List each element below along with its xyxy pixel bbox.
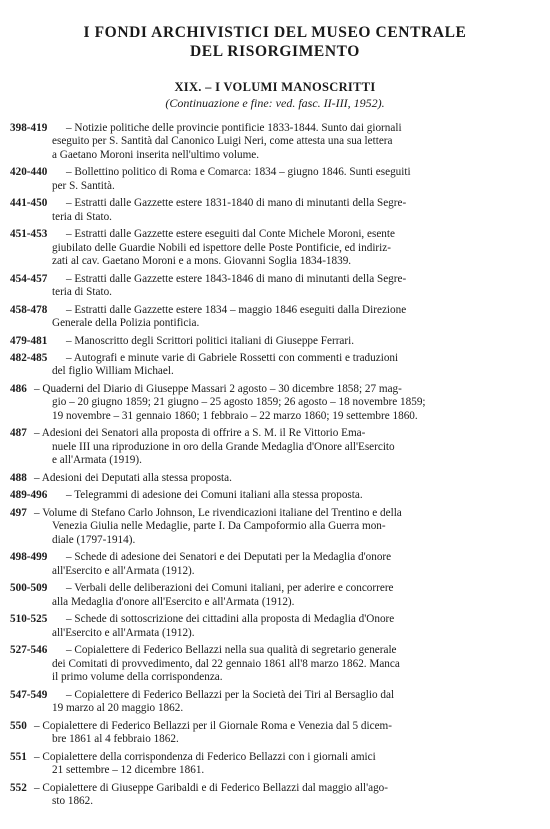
entry-line: – Estratti dalle Gazzette estere 1834 – maggio 1846 eseguiti dalla Direzione bbox=[66, 303, 407, 316]
entry-line: diale (1797-1914). bbox=[52, 533, 136, 546]
entry-line: per S. Santità. bbox=[52, 179, 115, 192]
entry-description bbox=[10, 782, 540, 809]
entry-description bbox=[10, 228, 540, 268]
entry-number: 551 bbox=[10, 750, 27, 763]
entry-description bbox=[10, 644, 540, 684]
entry-number: 482-485 bbox=[10, 352, 48, 365]
document-title-line-2: DEL RISORGIMENTO bbox=[190, 43, 360, 60]
entry-line: – Verbali delle deliberazioni dei Comuni italiani, per aderire e concorrere bbox=[66, 582, 394, 595]
entry-number: 489-496 bbox=[10, 489, 48, 502]
entry-number: 486 bbox=[10, 383, 27, 396]
list-item bbox=[10, 304, 540, 331]
section-subtitle: (Continuazione e fine: ved. fasc. II-III, 1952). bbox=[165, 96, 385, 110]
list-item bbox=[10, 122, 540, 162]
entry-line: gio – 20 giugno 1859; 21 giugno – 25 agosto 1859; 26 agosto – 18 novembre 1859; bbox=[52, 396, 426, 409]
entry-number: 458-478 bbox=[10, 303, 48, 316]
entry-line: eseguito per S. Santità dal Canonico Luigi Neri, come attesta una sua lettera bbox=[52, 135, 393, 148]
entry-number: 500-509 bbox=[10, 582, 48, 595]
entry-line: e all'Armata (1919). bbox=[52, 454, 142, 467]
entry-number: 527-546 bbox=[10, 644, 48, 657]
list-item bbox=[10, 613, 540, 640]
entry-line: – Adesioni dei Senatori alla proposta di offrire a S. M. il Re Vittorio Ema- bbox=[34, 427, 366, 440]
entry-description bbox=[10, 383, 540, 423]
list-item bbox=[10, 507, 540, 547]
entry-line: – Bollettino politico di Roma e Comarca: 1834 – giugno 1846. Sunti eseguiti bbox=[66, 166, 411, 179]
entry-line: zati al cav. Gaetano Moroni e a mons. Giovanni Soglia 1834-1839. bbox=[52, 254, 352, 267]
entry-line: 19 marzo al 20 maggio 1862. bbox=[52, 701, 184, 714]
entry-number: 441-450 bbox=[10, 197, 48, 210]
entry-number: 498-499 bbox=[10, 551, 48, 564]
entry-description bbox=[10, 335, 540, 348]
entry-line: all'Esercito e all'Armata (1912). bbox=[52, 626, 195, 639]
list-item bbox=[10, 383, 540, 423]
list-item bbox=[10, 273, 540, 300]
entry-line: – Schede di adesione dei Senatori e dei Deputati per la Medaglia d'onore bbox=[66, 551, 392, 564]
entry-line: – Telegrammi di adesione dei Comuni italiani alla stessa proposta. bbox=[66, 489, 363, 502]
entry-number: 487 bbox=[10, 427, 27, 440]
entry-description bbox=[10, 352, 540, 379]
entry-line: – Adesioni dei Deputati alla stessa proposta. bbox=[34, 471, 232, 484]
entry-line: a Gaetano Moroni inserita nell'ultimo volume. bbox=[52, 148, 260, 161]
entry-description bbox=[10, 551, 540, 578]
entry-line: giubilato delle Guardie Nobili ed ispettore delle Poste Pontificie, ed indiriz- bbox=[52, 241, 391, 254]
entry-line: – Quaderni del Diario di Giuseppe Massari 2 agosto – 30 dicembre 1858; 27 mag- bbox=[34, 383, 402, 396]
entry-description bbox=[10, 166, 540, 193]
entry-line: – Manoscritto degli Scrittori politici italiani di Giuseppe Ferrari. bbox=[66, 334, 355, 347]
entry-number: 398-419 bbox=[10, 122, 48, 134]
list-item bbox=[10, 782, 540, 809]
entry-number: 550 bbox=[10, 719, 27, 732]
list-item bbox=[10, 197, 540, 224]
entry-description bbox=[10, 507, 540, 547]
entry-description bbox=[10, 613, 540, 640]
entry-line: – Copialettere di Federico Bellazzi per il Giornale Roma e Venezia dal 5 dicem- bbox=[34, 719, 392, 732]
entry-line: – Copialettere di Federico Bellazzi per la Società dei Tiri al Bersaglio dal bbox=[66, 688, 395, 701]
entry-number: 488 bbox=[10, 471, 27, 484]
entry-description bbox=[10, 197, 540, 224]
entry-number: 497 bbox=[10, 507, 27, 520]
entry-line: – Autografi e minute varie di Gabriele Rossetti con commenti e traduzioni bbox=[66, 352, 399, 365]
list-item bbox=[10, 335, 540, 348]
list-item bbox=[10, 472, 540, 485]
list-item bbox=[10, 582, 540, 609]
entry-description bbox=[10, 689, 540, 716]
entry-description bbox=[10, 751, 540, 778]
entry-description bbox=[10, 720, 540, 747]
list-item bbox=[10, 751, 540, 778]
entry-line: all'Esercito e all'Armata (1912). bbox=[52, 564, 195, 577]
entry-line: Venezia Giulia nelle Medaglie, parte I. Da Campoformio alla Guerra mon- bbox=[52, 520, 386, 533]
entry-line: dei Comitati di provvedimento, dal 22 gennaio 1861 all'8 marzo 1862. Manca bbox=[52, 657, 400, 670]
entry-line: – Estratti dalle Gazzette estere 1831-1840 di mano di minutanti della Segre- bbox=[66, 197, 407, 210]
entry-line: – Copialettere di Federico Bellazzi nella sua qualità di segretario generale bbox=[66, 644, 397, 657]
entry-line: sto 1862. bbox=[52, 794, 94, 807]
entry-line: – Volume di Stefano Carlo Johnson, Le rivendicazioni italiane del Trentino e della bbox=[34, 507, 402, 520]
list-item bbox=[10, 689, 540, 716]
entry-description bbox=[10, 489, 540, 502]
entry-line: nuele III una riproduzione in oro della Grande Medaglia d'Onore all'Esercito bbox=[52, 440, 395, 453]
entry-number: 451-453 bbox=[10, 228, 48, 241]
entry-line: alla Medaglia d'onore all'Esercito e all'Armata (1912). bbox=[52, 595, 295, 608]
list-item bbox=[10, 644, 540, 684]
list-item bbox=[10, 228, 540, 268]
list-item bbox=[10, 489, 540, 502]
list-item bbox=[10, 352, 540, 379]
entry-line: – Notizie politiche delle provincie pontificie 1833-1844. Sunto dai giornali bbox=[66, 122, 402, 134]
entry-line: – Schede di sottoscrizione dei cittadini alla proposta di Medaglia d'Onore bbox=[66, 613, 395, 626]
entry-description bbox=[10, 122, 540, 162]
entry-line: teria di Stato. bbox=[52, 285, 112, 298]
entry-number: 479-481 bbox=[10, 334, 48, 347]
entry-line: teria di Stato. bbox=[52, 210, 112, 223]
list-item bbox=[10, 166, 540, 193]
list-item bbox=[10, 720, 540, 747]
list-item bbox=[10, 427, 540, 467]
entry-list bbox=[10, 122, 540, 813]
entry-number: 547-549 bbox=[10, 688, 48, 701]
entry-line: del figlio William Michael. bbox=[52, 365, 174, 378]
entry-line: il primo volume della corrispondenza. bbox=[52, 670, 223, 683]
entry-number: 510-525 bbox=[10, 613, 48, 626]
entry-line: 19 novembre – 31 gennaio 1860; 1 febbraio – 22 marzo 1860; 19 settembre 1860. bbox=[52, 409, 418, 422]
entry-line: Generale della Polizia pontificia. bbox=[52, 316, 200, 329]
section-title: XIX. – I VOLUMI MANOSCRITTI bbox=[174, 80, 376, 94]
entry-description bbox=[10, 582, 540, 609]
entry-description bbox=[10, 273, 540, 300]
entry-number: 552 bbox=[10, 781, 27, 794]
entry-line: – Estratti dalle Gazzette estere 1843-1846 di mano di minutanti della Segre- bbox=[66, 272, 407, 285]
entry-description bbox=[10, 472, 540, 485]
entry-number: 420-440 bbox=[10, 166, 48, 179]
entry-line: bre 1861 al 4 febbraio 1862. bbox=[52, 732, 179, 745]
document-title-line-1: I FONDI ARCHIVISTICI DEL MUSEO CENTRALE bbox=[83, 24, 467, 41]
entry-description bbox=[10, 427, 540, 467]
entry-number: 454-457 bbox=[10, 272, 48, 285]
entry-line: 21 settembre – 12 dicembre 1861. bbox=[52, 763, 205, 776]
entry-line: – Copialettere della corrispondenza di Federico Bellazzi con i giornali amici bbox=[34, 750, 376, 763]
entry-line: – Copialettere di Giuseppe Garibaldi e di Federico Bellazzi dal maggio all'ago- bbox=[34, 781, 388, 794]
list-item bbox=[10, 551, 540, 578]
entry-description bbox=[10, 304, 540, 331]
entry-line: – Estratti dalle Gazzette estere eseguiti dal Conte Michele Moroni, esente bbox=[66, 228, 395, 241]
